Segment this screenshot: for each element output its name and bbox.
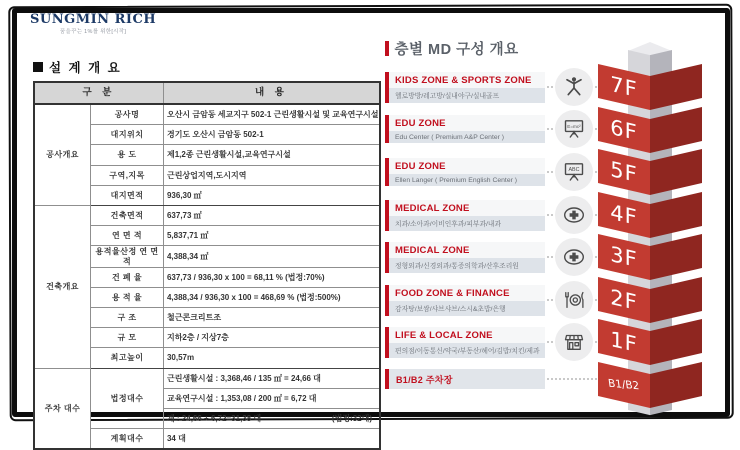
table-row: 용 도 제1,2종 근린생활시설,교육연구시설 bbox=[34, 145, 380, 165]
table-row: 규 모 지하2층 / 지상7층 bbox=[34, 328, 380, 348]
zone-box bbox=[385, 285, 545, 316]
zone-row-1f bbox=[385, 323, 603, 361]
group-cell: 건축개요 bbox=[34, 205, 91, 368]
zone-box bbox=[385, 158, 545, 186]
table-row: 건 폐 율 637,73 / 936,30 x 100 = 68,11 % (법정:70%) bbox=[34, 267, 380, 287]
table-row: 대지위치 경기도 오산시 금암동 502-1 bbox=[34, 125, 380, 145]
zone-box bbox=[385, 327, 545, 358]
zone-title: LIFE & LOCAL ZONE bbox=[389, 327, 545, 343]
tower-floor-band-b1b2 bbox=[598, 362, 702, 396]
md-overview-section bbox=[385, 40, 717, 417]
zone-subtitle: Ellen Langer ( Premium English Center ) bbox=[389, 174, 545, 186]
parking-legal-note: (법정:32대) bbox=[331, 414, 372, 423]
floor-label: 5F bbox=[610, 156, 638, 188]
zone-row-b1b2 bbox=[385, 369, 603, 389]
tower-floor-band-1f bbox=[598, 319, 702, 358]
tower-floor-band-2f bbox=[598, 277, 702, 316]
dotted-connector bbox=[547, 214, 553, 216]
zone-row-3f bbox=[385, 238, 603, 276]
floor-label: B1/B2 bbox=[607, 377, 641, 393]
zone-title: FOOD ZONE & FINANCE bbox=[389, 285, 545, 301]
row-label: 공사명 bbox=[91, 104, 164, 125]
square-bullet-icon bbox=[33, 62, 43, 72]
zone-row-5f bbox=[385, 153, 603, 191]
storefront-icon bbox=[555, 323, 593, 361]
tower-floor-band-5f bbox=[598, 149, 702, 188]
zone-box bbox=[385, 115, 545, 143]
floor-tower bbox=[597, 32, 713, 417]
zone-subtitle: Edu Center ( Premium A&P Center ) bbox=[389, 131, 545, 143]
dotted-connector bbox=[547, 299, 553, 301]
col-header-content: 내 용 bbox=[163, 82, 380, 104]
table-row: 계획대수 34 대 bbox=[34, 429, 380, 450]
dotted-connector bbox=[547, 378, 601, 380]
table-row: 용 적 율 4,388,34 / 936,30 x 100 = 468,69 % (법정:500%) bbox=[34, 287, 380, 307]
zone-row-7f bbox=[385, 68, 603, 106]
logo-tagline: 꿈을꾸는 1%를 위한[시작] bbox=[59, 29, 127, 35]
medical-cross-icon bbox=[555, 196, 593, 234]
table-row: 주차 대수 법정대수 근린생활시설 : 3,368,46 / 135 ㎡ = 24,66 대 bbox=[34, 368, 380, 388]
board-abc-text: ABC bbox=[568, 167, 580, 173]
dotted-connector bbox=[547, 128, 553, 130]
zone-box bbox=[385, 72, 545, 103]
dining-icon bbox=[555, 281, 593, 319]
tower-floor-band-4f bbox=[598, 192, 702, 231]
zone-box bbox=[385, 242, 545, 273]
table-row: 연 면 적 5,837,71 ㎡ bbox=[34, 226, 380, 246]
floor-label: 7F bbox=[610, 71, 638, 103]
dotted-connector bbox=[547, 256, 553, 258]
table-header-row bbox=[34, 82, 380, 104]
design-overview-table bbox=[33, 81, 381, 450]
section-title bbox=[33, 58, 381, 76]
floor-label: 2F bbox=[610, 284, 638, 316]
row-value: 오산시 금암동 세교지구 502-1 근린생활시설 및 교육연구시설 bbox=[163, 104, 380, 125]
zone-box bbox=[385, 369, 545, 389]
group-cell: 공사개요 bbox=[34, 104, 91, 205]
table-row: 구 조 철근콘크리트조 bbox=[34, 308, 380, 328]
zone-title: MEDICAL ZONE bbox=[389, 242, 545, 258]
zone-row-4f bbox=[385, 196, 603, 234]
md-overview-title: 층별 MD 구성 개요 bbox=[394, 41, 519, 58]
floor-label: 3F bbox=[610, 241, 638, 273]
group-cell: 주차 대수 bbox=[34, 368, 91, 449]
floor-label: 1F bbox=[610, 326, 638, 358]
table-row: 대지면적 936,30 ㎡ bbox=[34, 185, 380, 205]
zone-subtitle: 편의점/이동통신/약국/부동산/헤어/김밥/치킨/제과 bbox=[389, 343, 545, 358]
tower-floor-band-7f bbox=[598, 64, 702, 103]
tower-floor-band-3f bbox=[598, 234, 702, 273]
physics-board-icon bbox=[555, 110, 593, 148]
zone-subtitle: 감자탕/보쌈/샤브샤브/스시&초밥/은행 bbox=[389, 301, 545, 316]
table-row: 교육연구시설 : 1,353,08 / 200 ㎡ = 6,72 대 bbox=[34, 388, 380, 408]
dotted-connector bbox=[547, 341, 553, 343]
zone-box bbox=[385, 200, 545, 231]
zone-subtitle: 정형외과/신경외과/통증의학과/산후조리원 bbox=[389, 258, 545, 273]
zone-row-2f bbox=[385, 281, 603, 319]
logo-text: SUNGMIN RICH bbox=[30, 12, 157, 27]
jumping-person-icon bbox=[555, 68, 593, 106]
board-formula-text: E=mc² bbox=[567, 123, 581, 129]
table-row: 구역,지목 근린상업지역,도시지역 bbox=[34, 165, 380, 185]
zone-title: EDU ZONE bbox=[389, 158, 545, 174]
zone-title: B1/B2 주차장 bbox=[396, 374, 453, 385]
zone-row-6f bbox=[385, 110, 603, 148]
table-row: 용적율산정 연 면 적 4,388,34 ㎡ bbox=[34, 246, 380, 267]
abc-board-icon bbox=[555, 153, 593, 191]
table-row: 최고높이 30,57m bbox=[34, 348, 380, 368]
floor-label: 4F bbox=[610, 199, 638, 231]
zone-title: EDU ZONE bbox=[389, 115, 545, 131]
zone-title: MEDICAL ZONE bbox=[389, 200, 545, 216]
floor-label: 6F bbox=[610, 114, 638, 146]
section-title-text: 설 계 개 요 bbox=[49, 61, 122, 75]
parking-total: 계 : 24,66 + 6,72=31,38 대 bbox=[166, 414, 262, 423]
medical-cross-icon bbox=[555, 238, 593, 276]
col-header-category: 구 분 bbox=[34, 82, 163, 104]
zone-title: KIDS ZONE & SPORTS ZONE bbox=[389, 72, 545, 88]
row-value bbox=[163, 409, 380, 429]
design-overview-section bbox=[33, 58, 381, 450]
dotted-connector bbox=[547, 171, 553, 173]
zone-subtitle: 치과/소아과/이비인후과/피부과/내과 bbox=[389, 216, 545, 231]
zone-subtitle: 헬로방방/레고방/실내야구/실내골프 bbox=[389, 88, 545, 103]
table-row: 건축개요 건축면적 637,73 ㎡ bbox=[34, 205, 380, 225]
dotted-connector bbox=[547, 86, 553, 88]
tower-floor-band-6f bbox=[598, 107, 702, 146]
red-quote-bar bbox=[385, 41, 389, 56]
table-row bbox=[34, 104, 380, 125]
company-logo bbox=[30, 13, 156, 35]
